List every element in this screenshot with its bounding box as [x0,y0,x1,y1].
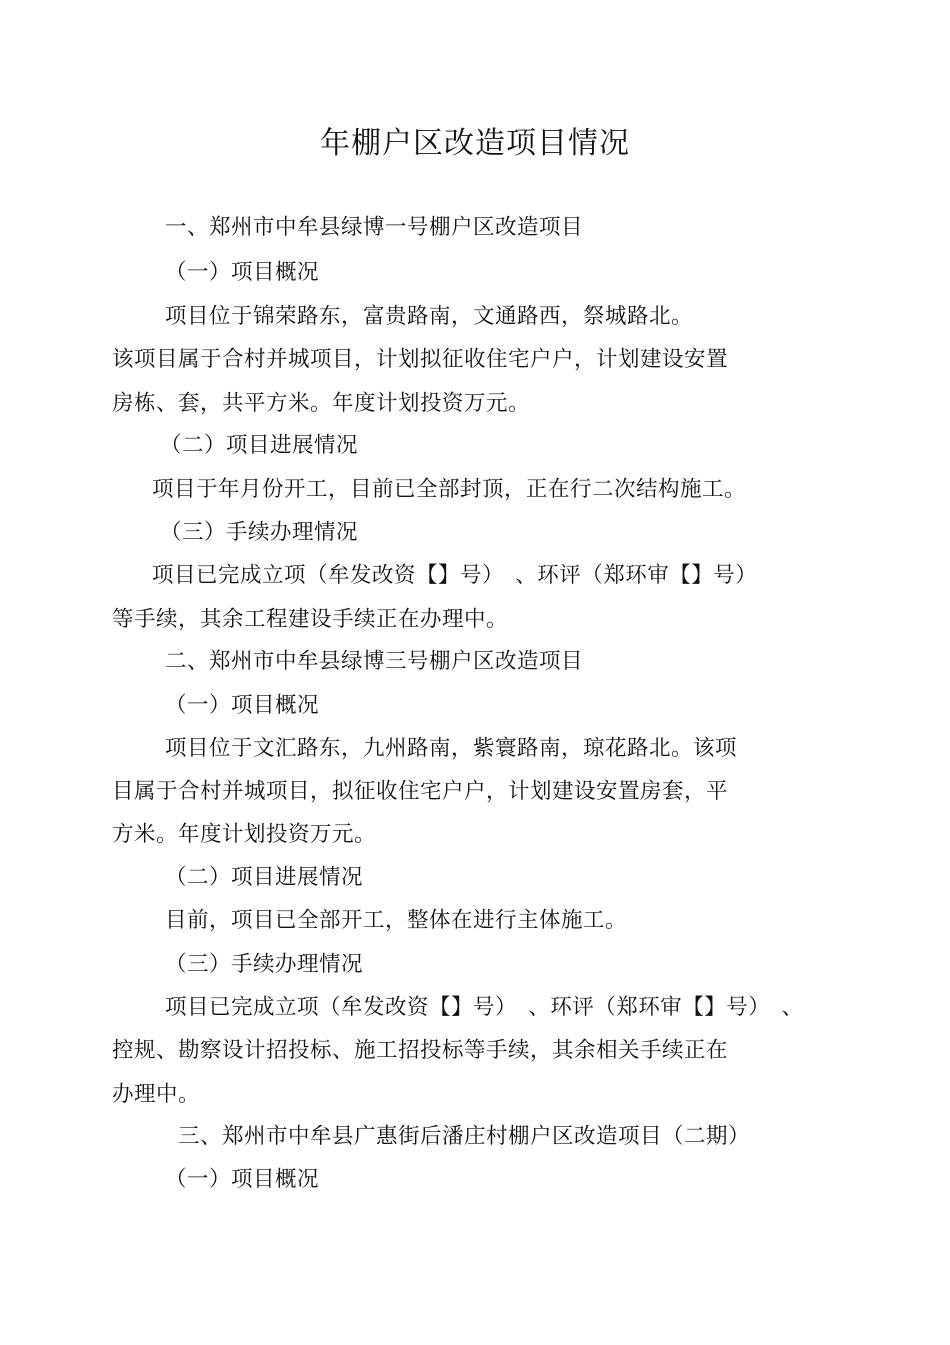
paragraph-line: 该项目属于合村并城项目，计划拟征收住宅户户，计划建设安置 [112,347,729,372]
paragraph-line: 项目位于锦荣路东，富贵路南，文通路西，祭城路北。 [165,304,694,329]
subsection-heading: （一）项目概况 [165,1167,320,1192]
paragraph-line: 项目于年月份开工，目前已全部封顶，正在行二次结构施工。 [152,477,747,502]
subsection-heading: （三）手续办理情况 [160,520,359,545]
section-heading-1: 一、郑州市中牟县绿博一号棚户区改造项目 [165,215,584,240]
subsection-heading: （一）项目概况 [165,693,320,718]
subsection-heading: （三）手续办理情况 [165,952,364,977]
paragraph-line: 等手续，其余工程建设手续正在办理中。 [112,607,509,632]
document-title: 年棚户区改造项目情况 [320,126,630,161]
section-heading-3: 三、郑州市中牟县广惠街后潘庄村棚户区改造项目（二期） [178,1124,751,1149]
paragraph-line: 控规、勘察设计招投标、施工招投标等手续，其余相关手续正在 [112,1038,729,1063]
paragraph-line: 项目已完成立项（牟发改资【】号） 、环评（郑环审【】号） 、 [165,995,804,1020]
subsection-heading: （二）项目进展情况 [165,865,364,890]
paragraph-line: 目属于合村并城项目，拟征收住宅户户，计划建设安置房套，平 [112,779,729,804]
paragraph-line: 项目位于文汇路东，九州路南，紫寰路南，琼花路北。该项 [165,736,738,761]
subsection-heading: （二）项目进展情况 [160,433,359,458]
paragraph-line: 办理中。 [112,1082,201,1107]
paragraph-line: 方米。年度计划投资万元。 [112,822,377,847]
paragraph-line: 项目已完成立项（牟发改资【】号） 、环评（郑环审【】号） [152,563,758,588]
paragraph-line: 房栋、套，共平方米。年度计划投资万元。 [112,391,531,416]
section-heading-2: 二、郑州市中牟县绿博三号棚户区改造项目 [165,649,584,674]
subsection-heading: （一）项目概况 [165,260,320,285]
paragraph-line: 目前，项目已全部开工，整体在进行主体施工。 [165,908,628,933]
